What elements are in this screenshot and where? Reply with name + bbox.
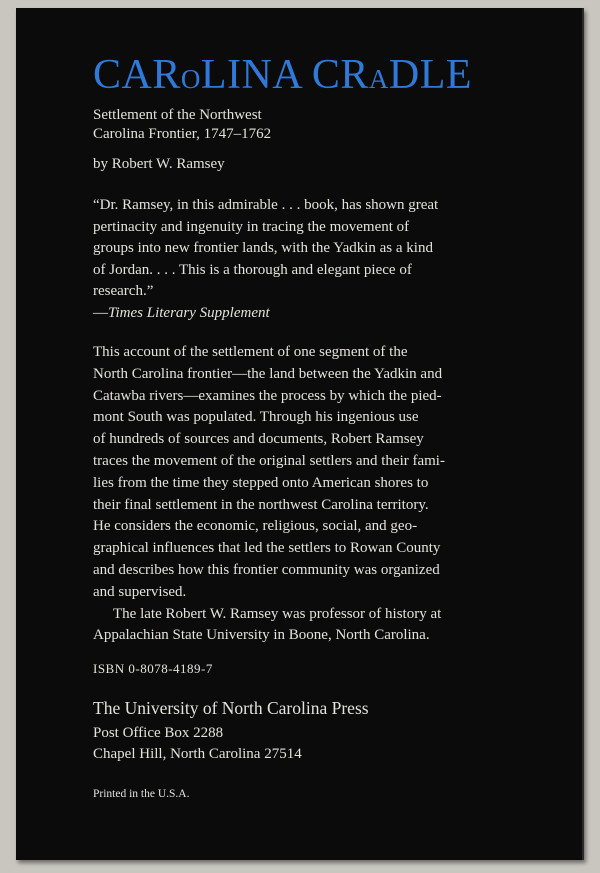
publisher-name: The University of North Carolina Press	[93, 698, 369, 718]
isbn-number: ISBN 0-8078-4189-7	[93, 661, 213, 676]
description-line: mont South was populated. Through his ingenious use	[93, 409, 419, 426]
subtitle-line: Carolina Frontier, 1747–1762	[93, 126, 272, 142]
description-line: lies from the time they stepped onto American shores to	[93, 474, 429, 491]
quote-line: “Dr. Ramsey, in this admirable . . . book, has shown great	[93, 197, 439, 213]
title-part: DLE	[388, 52, 473, 98]
description-line: North Carolina frontier—the land between the Yadkin and	[93, 365, 443, 382]
description-line: traces the movement of the original settlers and their fami-	[93, 452, 445, 469]
description-line: and supervised.	[93, 583, 187, 600]
description-line: graphical influences that led the settlers to Rowan County	[93, 540, 441, 557]
publisher-address	[93, 723, 302, 765]
review-quote	[93, 195, 473, 324]
attribution-source: Times Literary Supplement	[108, 304, 270, 321]
title-part: O	[180, 64, 201, 94]
description-line: He considers the economic, religious, social, and geo-	[93, 518, 418, 535]
attribution-dash: —	[93, 304, 108, 321]
title-part: CAR	[93, 52, 181, 98]
bio-line: Appalachian State University in Boone, North Carolina.	[93, 627, 430, 644]
title-part: A	[368, 64, 389, 94]
quote-line: research.”	[93, 283, 154, 299]
book-title	[93, 54, 472, 96]
quote-line: of Jordan. . . . This is a thorough and elegant piece of	[93, 261, 412, 278]
author-bio	[93, 604, 477, 648]
description-line: This account of the settlement of one segment of the	[93, 344, 408, 360]
book-back-cover	[16, 8, 584, 860]
book-author: by Robert W. Ramsey	[93, 156, 225, 172]
quote-attribution	[93, 303, 473, 325]
book-description	[93, 342, 477, 647]
description-line: and describes how this frontier community was organized	[93, 561, 440, 578]
printed-in-note: Printed in the U.S.A.	[93, 788, 190, 800]
book-subtitle	[93, 106, 271, 144]
bio-line: The late Robert W. Ramsey was professor of history at	[113, 605, 442, 622]
description-line: Catawba rivers—examines the process by which the pied-	[93, 387, 442, 404]
description-line: of hundreds of sources and documents, Robert Ramsey	[93, 431, 424, 448]
description-paragraph	[93, 342, 477, 604]
address-line: Chapel Hill, North Carolina 27514	[93, 746, 302, 762]
quote-line: groups into new frontier lands, with the Yadkin as a kind	[93, 240, 433, 256]
subtitle-line: Settlement of the Northwest	[93, 107, 262, 123]
address-line: Post Office Box 2288	[93, 725, 224, 741]
title-part: LINA CR	[200, 52, 369, 98]
quote-line: pertinacity and ingenuity in tracing the movement of	[93, 218, 410, 235]
description-line: their final settlement in the northwest Carolina territory.	[93, 496, 429, 513]
